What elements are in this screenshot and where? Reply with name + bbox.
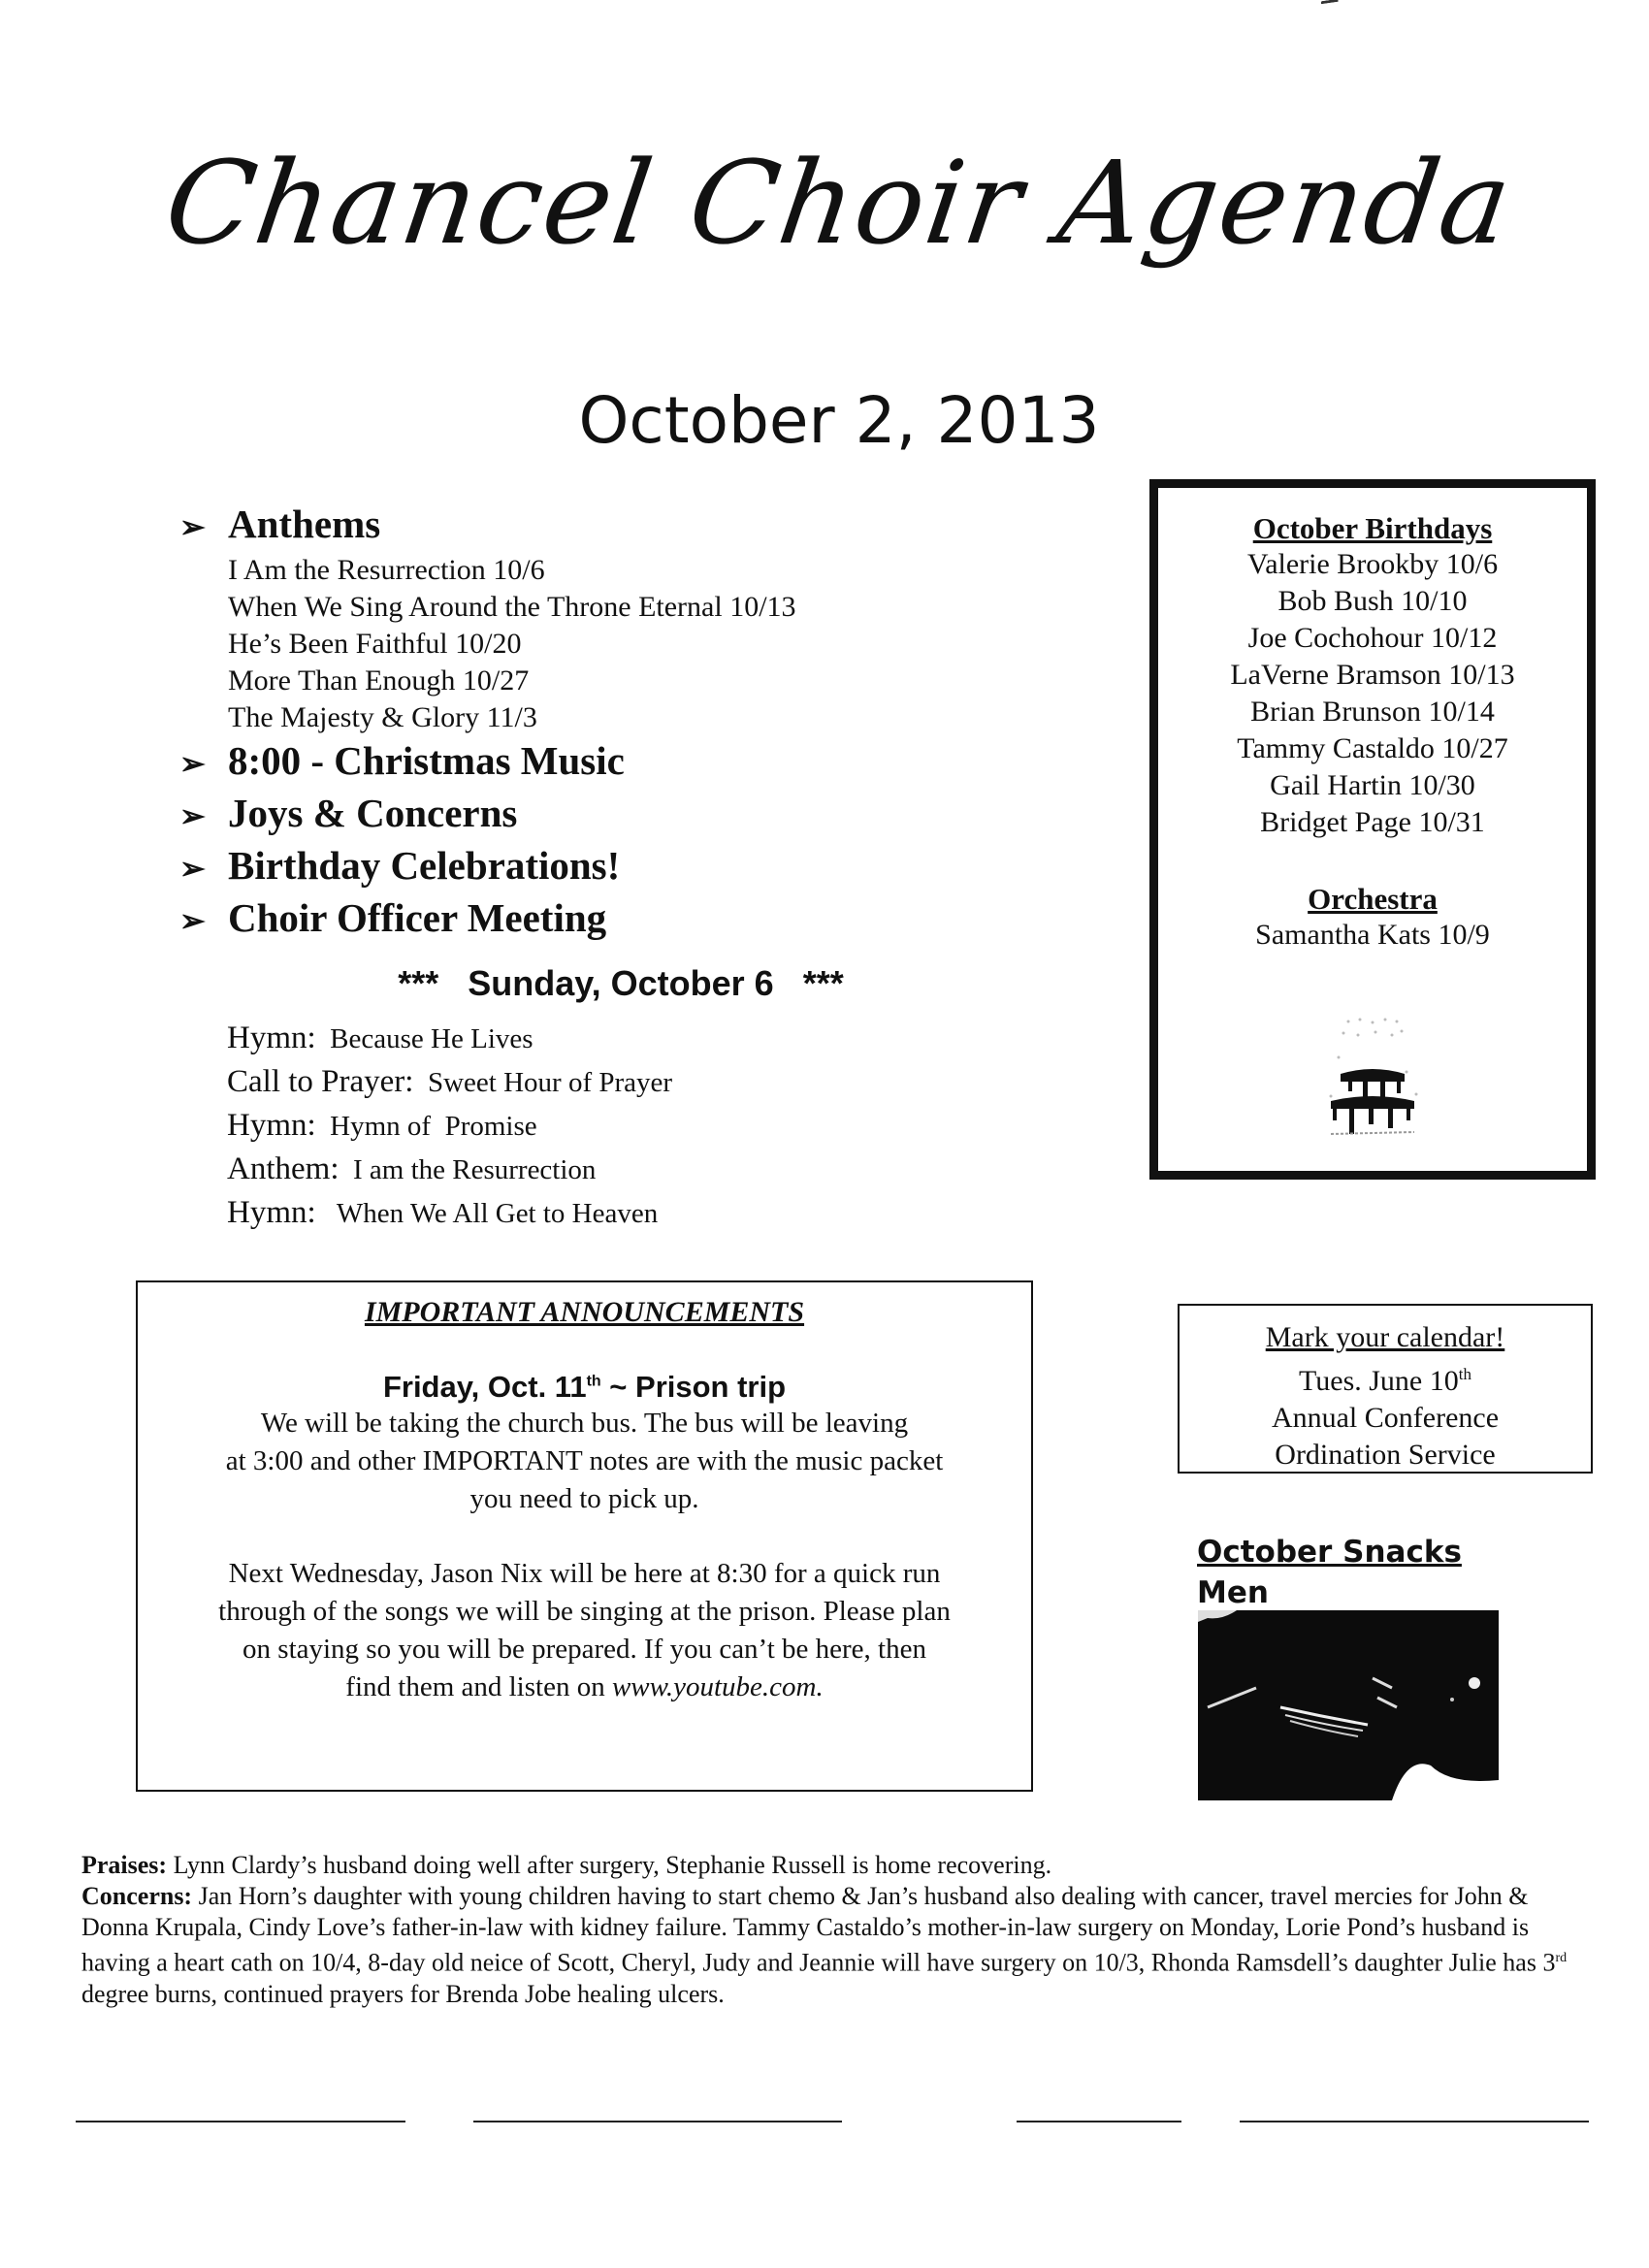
birthday-item: LaVerne Bramson 10/13	[1230, 659, 1515, 691]
birthday-cake-icon	[1319, 1014, 1426, 1140]
anthem-item: I Am the Resurrection 10/6	[228, 554, 545, 586]
snack-photo	[1198, 1610, 1499, 1800]
anthem-item: The Majesty & Glory 11/3	[228, 701, 537, 733]
orchestra-birthday-item: Samantha Kats 10/9	[1255, 919, 1490, 951]
calendar-heading: Mark your calendar!	[1265, 1321, 1505, 1353]
concerns	[81, 1881, 1595, 2010]
service-label: Anthem:	[227, 1151, 340, 1186]
birthdays-heading: October Birthdays	[1252, 511, 1493, 545]
event-title-sup: th	[586, 1373, 601, 1390]
calendar-event: Annual Conference	[1271, 1402, 1500, 1434]
scan-artifact	[1321, 0, 1340, 9]
birthday-item: Gail Hartin 10/30	[1270, 769, 1475, 801]
footer-divider	[76, 2121, 1589, 2122]
praises-text: Lynn Clardy’s husband doing well after surgery, Stephanie Russell is home recovering.	[167, 1851, 1052, 1879]
birthday-item: Brian Brunson 10/14	[1250, 696, 1495, 728]
announcement-line: through of the songs we will be singing at the prison. Please plan	[218, 1596, 951, 1627]
praises-label: Praises:	[81, 1851, 168, 1879]
service-row	[227, 1060, 672, 1104]
service-item: Hymn of Promise	[315, 1111, 537, 1142]
birthday-item: Joe Cochohour 10/12	[1247, 622, 1498, 654]
event-title	[138, 1370, 1031, 1405]
agenda-item	[179, 893, 1014, 946]
announcement-line: Next Wednesday, Jason Nix will be here at 8:30 for a quick run	[228, 1558, 941, 1589]
announcement-line: on staying so you will be prepared. If you can’t be here, then	[242, 1634, 926, 1665]
arrowhead-bullet-icon: ➢	[179, 903, 206, 938]
agenda-list	[179, 500, 1014, 946]
agenda-item-label: 8:00 - Christmas Music	[228, 738, 625, 783]
concerns-text: degree burns, continued prayers for Brenda Jobe healing ulcers.	[81, 1979, 725, 2008]
agenda-item	[179, 736, 1014, 789]
snacks-heading: October Snacks	[1197, 1535, 1462, 1570]
praises-concerns	[81, 1850, 1595, 2010]
service-row	[227, 1104, 672, 1148]
anthem-item: He’s Been Faithful 10/20	[228, 628, 522, 660]
calendar-date-text: Tues. June 10	[1299, 1365, 1459, 1397]
service-item: Because He Lives	[315, 1023, 534, 1054]
announcement-line: find them and listen on	[345, 1671, 612, 1702]
service-row	[227, 1191, 672, 1235]
calendar-date	[1180, 1356, 1591, 1400]
birthday-item: Valerie Brookby 10/6	[1246, 548, 1499, 580]
service-item: Sweet Hour of Prayer	[413, 1067, 673, 1098]
service-row	[227, 1017, 672, 1060]
service-order	[227, 1017, 672, 1235]
event-title-prefix: Friday, Oct. 11	[382, 1370, 587, 1404]
announcement-paragraph	[138, 1555, 1031, 1706]
service-label: Hymn:	[227, 1195, 316, 1230]
agenda-item-label: Choir Officer Meeting	[228, 895, 607, 940]
orchestra-heading: Orchestra	[1308, 882, 1438, 916]
service-label: Hymn:	[227, 1021, 316, 1055]
announcement-line: at 3:00 and other IMPORTANT notes are with the music packet	[225, 1445, 944, 1476]
service-item: I am the Resurrection	[339, 1154, 597, 1185]
announcement-paragraph	[138, 1405, 1031, 1518]
calendar-date-sup: th	[1458, 1365, 1471, 1383]
service-label: Hymn:	[227, 1108, 316, 1143]
birthday-item: Bob Bush 10/10	[1277, 585, 1468, 617]
announcements-heading: IMPORTANT ANNOUNCEMENTS	[364, 1296, 805, 1328]
announcements-box	[136, 1280, 1033, 1792]
anthem-item: When We Sing Around the Throne Eternal 10/13	[228, 591, 796, 623]
concerns-label: Concerns:	[81, 1882, 193, 1910]
arrowhead-bullet-icon: ➢	[179, 851, 206, 886]
arrowhead-bullet-icon: ➢	[179, 509, 206, 544]
agenda-item-label: Anthems	[228, 502, 381, 546]
concerns-text: Jan Horn’s daughter with young children having to start chemo & Jan’s husband also dealing with cancer, travel mercies for John & Donna Krupala, Cindy Love’s father-in-law with kidney failure. Tammy Castaldo’s mother-in-law surgery on Monday, Lorie Pond’s husband is having a heart cath on 10/4, 8-day old neice of Scott, Cheryl, Judy and Jeannie will have surgery on 10/3, Rhonda Ramsdell’s daughter Julie has 3	[81, 1882, 1556, 1977]
agenda-item	[179, 789, 1014, 841]
anthem-item: More Than Enough 10/27	[228, 664, 530, 697]
birthday-item: Tammy Castaldo 10/27	[1237, 732, 1508, 764]
calendar-event: Ordination Service	[1275, 1439, 1496, 1471]
announcement-line: We will be taking the church bus. The bus will be leaving	[260, 1408, 909, 1439]
youtube-link[interactable]: www.youtube.com.	[611, 1671, 824, 1702]
agenda-item-anthems	[179, 500, 1014, 552]
agenda-item-label: Joys & Concerns	[228, 791, 518, 835]
sunday-heading: *** Sunday, October 6 ***	[398, 963, 844, 1003]
service-row	[227, 1148, 672, 1191]
arrowhead-bullet-icon: ➢	[179, 746, 206, 781]
agenda-item-label: Birthday Celebrations!	[228, 843, 621, 888]
snacks-group: Men	[1197, 1575, 1269, 1610]
anthem-list	[228, 552, 1014, 736]
praises	[81, 1850, 1595, 1881]
birthdays-box	[1149, 479, 1596, 1180]
service-item: When We All Get to Heaven	[315, 1198, 659, 1229]
calendar-box	[1178, 1304, 1593, 1474]
announcement-line: you need to pick up.	[469, 1483, 699, 1514]
document-title: Chancel Choir Agenda	[157, 136, 1521, 270]
service-label: Call to Prayer:	[227, 1064, 414, 1099]
agenda-item	[179, 841, 1014, 893]
document-date: October 2, 2013	[578, 383, 1100, 458]
arrowhead-bullet-icon: ➢	[179, 798, 206, 833]
concerns-sup: rd	[1555, 1951, 1568, 1965]
birthday-item: Bridget Page 10/31	[1260, 806, 1485, 838]
event-title-suffix: ~ Prison trip	[600, 1370, 787, 1404]
